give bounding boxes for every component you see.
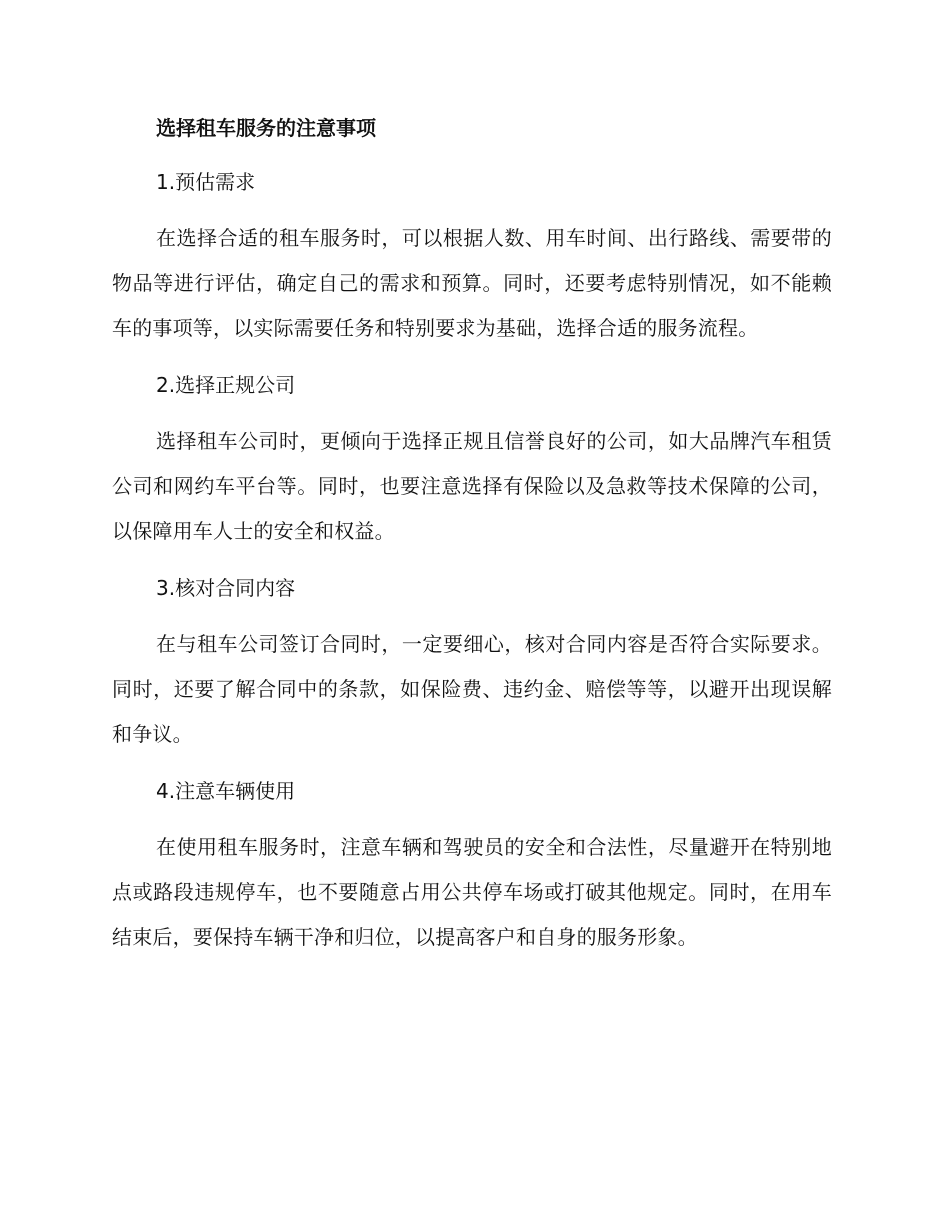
section-heading-4: 4.注意车辆使用: [156, 779, 296, 803]
section-body-3: 在与租车公司签订合同时，一定要细心，核对合同内容是否符合实际要求。同时，还要了解合同中的条款，如保险费、违约金、赔偿等等，以避开出现误解和争议。: [112, 632, 832, 746]
section-heading-2: 2.选择正规公司: [156, 373, 296, 397]
section-body-4: 在使用租车服务时，注意车辆和驾驶员的安全和合法性，尽量避开在特别地点或路段违规停车，也不要随意占用公共停车场或打破其他规定。同时，在用车结束后，要保持车辆干净和归位，以提高客户和自身的服务形象。: [112, 835, 832, 949]
document-title: 选择租车服务的注意事项: [156, 116, 376, 140]
section-heading-1: 1.预估需求: [156, 170, 256, 194]
section-body-2: 选择租车公司时，更倾向于选择正规且信誉良好的公司，如大品牌汽车租赁公司和网约车平台等。同时，也要注意选择有保险以及急救等技术保障的公司，以保障用车人士的安全和权益。: [112, 429, 832, 543]
section-heading-3: 3.核对合同内容: [156, 576, 296, 600]
section-body-1: 在选择合适的租车服务时，可以根据人数、用车时间、出行路线、需要带的物品等进行评估，确定自己的需求和预算。同时，还要考虑特别情况，如不能赖车的事项等，以实际需要任务和特别要求为基础，选择合适的服务流程。: [112, 226, 832, 340]
document-page: [112, 108, 832, 974]
